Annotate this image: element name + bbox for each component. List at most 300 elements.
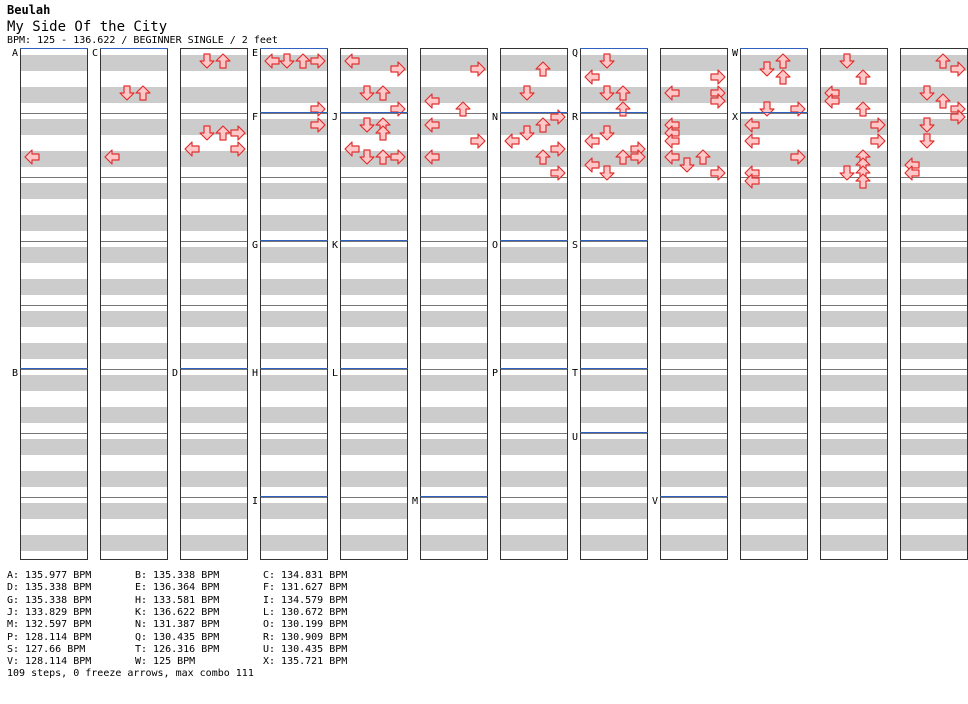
section-line: [580, 368, 648, 369]
section-label: N: [492, 112, 499, 123]
measure-line: [741, 369, 807, 370]
beat-band: [261, 151, 327, 167]
beat-band: [901, 311, 967, 327]
step-arrow-icon: [615, 101, 631, 117]
step-arrow-icon: [584, 133, 600, 149]
beat-band: [21, 535, 87, 551]
step-arrow-icon: [839, 165, 855, 181]
beat-band: [501, 535, 567, 551]
beat-band: [501, 215, 567, 231]
section-line: [20, 48, 88, 49]
bpm-entry: N: 131.387 BPM: [135, 619, 220, 631]
bpm-entry: V: 128.114 BPM: [7, 656, 92, 668]
beat-band: [741, 343, 807, 359]
section-label: G: [252, 240, 259, 251]
beat-band: [181, 247, 247, 263]
beat-band: [341, 183, 407, 199]
bpm-entry: Q: 130.435 BPM: [135, 631, 220, 643]
step-arrow-icon: [344, 53, 360, 69]
step-arrow-icon: [375, 85, 391, 101]
step-arrow-icon: [535, 117, 551, 133]
beat-band: [821, 215, 887, 231]
measure-line: [821, 497, 887, 498]
step-arrow-icon: [470, 133, 486, 149]
section-label: F: [252, 112, 259, 123]
measure-line: [101, 113, 167, 114]
beat-band: [261, 439, 327, 455]
step-arrow-icon: [519, 85, 535, 101]
step-arrow-icon: [550, 141, 566, 157]
chart-column: [20, 48, 88, 560]
step-arrow-icon: [950, 61, 966, 77]
section-label: P: [492, 368, 499, 379]
beat-band: [821, 343, 887, 359]
section-label: B: [12, 368, 19, 379]
step-arrow-icon: [710, 93, 726, 109]
section-label: W: [732, 48, 739, 59]
measure-line: [421, 497, 487, 498]
step-arrow-icon: [824, 93, 840, 109]
beat-band: [661, 471, 727, 487]
song-title: My Side Of the City: [7, 19, 168, 35]
bpm-difficulty-line: BPM: 125 - 136.622 / BEGINNER SINGLE / 2 feet: [7, 35, 278, 46]
beat-band: [501, 375, 567, 391]
step-arrow-icon: [264, 53, 280, 69]
measure-line: [181, 433, 247, 434]
step-arrow-icon: [904, 165, 920, 181]
beat-band: [181, 87, 247, 103]
step-arrow-icon: [535, 61, 551, 77]
step-arrow-icon: [839, 53, 855, 69]
step-arrow-icon: [424, 93, 440, 109]
beat-band: [661, 503, 727, 519]
beat-band: [581, 279, 647, 295]
step-arrow-icon: [584, 157, 600, 173]
step-arrow-icon: [599, 53, 615, 69]
beat-band: [741, 311, 807, 327]
beat-band: [181, 343, 247, 359]
section-label: R: [572, 112, 579, 123]
beat-band: [421, 279, 487, 295]
measure-line: [181, 497, 247, 498]
bpm-entry: E: 136.364 BPM: [135, 582, 220, 594]
step-arrow-icon: [295, 53, 311, 69]
beat-band: [501, 343, 567, 359]
measure-line: [821, 369, 887, 370]
beat-band: [821, 183, 887, 199]
step-arrow-icon: [744, 117, 760, 133]
beat-band: [181, 407, 247, 423]
beat-band: [901, 375, 967, 391]
beat-band: [661, 343, 727, 359]
chart-column: [820, 48, 888, 560]
beat-band: [661, 311, 727, 327]
measure-line: [101, 369, 167, 370]
beat-band: [821, 535, 887, 551]
beat-band: [21, 439, 87, 455]
step-arrow-icon: [744, 173, 760, 189]
measure-line: [901, 497, 967, 498]
step-arrow-icon: [599, 125, 615, 141]
section-line: [500, 112, 568, 113]
bpm-entry: D: 135.338 BPM: [7, 582, 92, 594]
beat-band: [101, 503, 167, 519]
step-arrow-icon: [184, 141, 200, 157]
step-arrow-icon: [199, 53, 215, 69]
beat-band: [501, 279, 567, 295]
chart-column: [500, 48, 568, 560]
section-line: [260, 496, 328, 497]
beat-band: [341, 471, 407, 487]
step-arrow-icon: [584, 69, 600, 85]
step-arrow-icon: [310, 101, 326, 117]
measure-line: [741, 497, 807, 498]
step-arrow-icon: [679, 157, 695, 173]
step-arrow-icon: [359, 117, 375, 133]
measure-line: [901, 433, 967, 434]
step-arrow-icon: [310, 117, 326, 133]
section-label: A: [12, 48, 19, 59]
step-arrow-icon: [664, 85, 680, 101]
measure-line: [21, 113, 87, 114]
beat-band: [581, 343, 647, 359]
beat-band: [901, 279, 967, 295]
beat-band: [661, 215, 727, 231]
measure-line: [261, 433, 327, 434]
beat-band: [101, 535, 167, 551]
beat-band: [341, 343, 407, 359]
chart-column: [900, 48, 968, 560]
bpm-entry: G: 135.338 BPM: [7, 594, 92, 606]
measure-line: [101, 305, 167, 306]
beat-band: [181, 535, 247, 551]
chart-column: [660, 48, 728, 560]
measure-line: [341, 369, 407, 370]
step-arrow-icon: [215, 125, 231, 141]
beat-band: [341, 311, 407, 327]
beat-band: [421, 535, 487, 551]
bpm-entry: S: 127.66 BPM: [7, 643, 86, 655]
beat-band: [101, 279, 167, 295]
section-label: V: [652, 496, 659, 507]
section-line: [660, 496, 728, 497]
bpm-entry: P: 128.114 BPM: [7, 631, 92, 643]
beat-band: [101, 119, 167, 135]
measure-line: [261, 305, 327, 306]
beat-band: [21, 503, 87, 519]
step-arrow-icon: [775, 53, 791, 69]
measure-line: [821, 433, 887, 434]
beat-band: [581, 375, 647, 391]
bpm-entry: A: 135.977 BPM: [7, 570, 92, 581]
beat-band: [581, 503, 647, 519]
beat-band: [261, 247, 327, 263]
step-arrow-icon: [230, 125, 246, 141]
measure-line: [341, 177, 407, 178]
measure-line: [501, 305, 567, 306]
beat-band: [741, 535, 807, 551]
step-arrow-icon: [599, 85, 615, 101]
beat-band: [21, 183, 87, 199]
section-line: [420, 496, 488, 497]
beat-band: [341, 215, 407, 231]
beat-band: [501, 471, 567, 487]
chart-column: [340, 48, 408, 560]
step-arrow-icon: [855, 173, 871, 189]
beat-band: [101, 471, 167, 487]
beat-band: [741, 471, 807, 487]
measure-line: [501, 369, 567, 370]
measure-line: [261, 241, 327, 242]
step-arrow-icon: [359, 85, 375, 101]
chart-summary: 109 steps, 0 freeze arrows, max combo 111: [7, 668, 254, 679]
beat-band: [21, 279, 87, 295]
beat-band: [181, 311, 247, 327]
measure-line: [21, 305, 87, 306]
beat-band: [21, 247, 87, 263]
beat-band: [501, 247, 567, 263]
step-arrow-icon: [215, 53, 231, 69]
bpm-entry: H: 133.581 BPM: [135, 594, 220, 606]
beat-band: [501, 503, 567, 519]
measure-line: [741, 241, 807, 242]
section-line: [340, 368, 408, 369]
bpm-entry: C: 134.831 BPM: [263, 570, 348, 581]
step-arrow-icon: [870, 133, 886, 149]
beat-band: [501, 55, 567, 71]
step-arrow-icon: [919, 117, 935, 133]
step-arrow-icon: [919, 133, 935, 149]
beat-band: [901, 535, 967, 551]
step-arrow-icon: [390, 61, 406, 77]
step-arrow-icon: [790, 149, 806, 165]
measure-line: [661, 113, 727, 114]
measure-line: [101, 433, 167, 434]
beat-band: [261, 375, 327, 391]
measure-line: [661, 369, 727, 370]
measure-line: [501, 241, 567, 242]
beat-band: [261, 343, 327, 359]
step-arrow-icon: [279, 53, 295, 69]
section-label: H: [252, 368, 259, 379]
section-line: [340, 112, 408, 113]
measure-line: [341, 305, 407, 306]
step-arrow-icon: [695, 149, 711, 165]
step-arrow-icon: [710, 165, 726, 181]
section-line: [180, 368, 248, 369]
beat-band: [341, 535, 407, 551]
step-arrow-icon: [199, 125, 215, 141]
step-arrow-icon: [230, 141, 246, 157]
measure-line: [581, 113, 647, 114]
step-arrow-icon: [119, 85, 135, 101]
step-arrow-icon: [919, 85, 935, 101]
step-arrow-icon: [759, 61, 775, 77]
beat-band: [661, 535, 727, 551]
section-label: T: [572, 368, 579, 379]
step-arrow-icon: [744, 133, 760, 149]
beat-band: [581, 247, 647, 263]
measure-line: [901, 369, 967, 370]
measure-line: [21, 497, 87, 498]
section-label: Q: [572, 48, 579, 59]
beat-band: [21, 55, 87, 71]
measure-line: [101, 177, 167, 178]
beat-band: [341, 247, 407, 263]
beat-band: [901, 183, 967, 199]
beat-band: [501, 183, 567, 199]
beat-band: [181, 503, 247, 519]
beat-band: [581, 439, 647, 455]
beat-band: [581, 311, 647, 327]
beat-band: [741, 215, 807, 231]
beat-band: [181, 471, 247, 487]
section-label: J: [332, 112, 339, 123]
section-label: I: [252, 496, 259, 507]
beat-band: [341, 439, 407, 455]
bpm-entry: W: 125 BPM: [135, 656, 196, 668]
section-label: E: [252, 48, 259, 59]
section-label: X: [732, 112, 739, 123]
section-line: [580, 240, 648, 241]
measure-line: [581, 497, 647, 498]
measure-line: [501, 433, 567, 434]
step-arrow-icon: [310, 53, 326, 69]
beat-band: [901, 471, 967, 487]
step-arrow-icon: [630, 149, 646, 165]
section-line: [580, 432, 648, 433]
step-arrow-icon: [359, 149, 375, 165]
section-line: [260, 240, 328, 241]
measure-line: [181, 369, 247, 370]
measure-line: [661, 497, 727, 498]
bpm-entry: K: 136.622 BPM: [135, 606, 220, 618]
beat-band: [501, 439, 567, 455]
bpm-entry: M: 132.597 BPM: [7, 619, 92, 631]
section-line: [580, 48, 648, 49]
beat-band: [21, 407, 87, 423]
step-arrow-icon: [470, 61, 486, 77]
beat-band: [901, 247, 967, 263]
beat-band: [101, 215, 167, 231]
section-label: M: [412, 496, 419, 507]
beat-band: [821, 503, 887, 519]
bpm-entry: O: 130.199 BPM: [263, 619, 348, 631]
beat-band: [261, 471, 327, 487]
measure-line: [661, 305, 727, 306]
measure-line: [181, 113, 247, 114]
beat-band: [181, 375, 247, 391]
measure-line: [901, 305, 967, 306]
measure-line: [341, 241, 407, 242]
beat-band: [21, 343, 87, 359]
section-label: O: [492, 240, 499, 251]
beat-band: [821, 375, 887, 391]
chart-column: [420, 48, 488, 560]
bpm-entry: X: 135.721 BPM: [263, 656, 348, 668]
section-label: K: [332, 240, 339, 251]
step-arrow-icon: [790, 101, 806, 117]
measure-line: [421, 433, 487, 434]
beat-band: [741, 439, 807, 455]
step-arrow-icon: [599, 165, 615, 181]
section-line: [340, 240, 408, 241]
bpm-entry: I: 134.579 BPM: [263, 594, 348, 606]
beat-band: [821, 407, 887, 423]
beat-band: [741, 375, 807, 391]
section-line: [260, 48, 328, 49]
beat-band: [901, 439, 967, 455]
step-arrow-icon: [375, 149, 391, 165]
beat-band: [21, 311, 87, 327]
beat-band: [21, 87, 87, 103]
section-line: [260, 368, 328, 369]
beat-band: [741, 279, 807, 295]
step-arrow-icon: [615, 85, 631, 101]
beat-band: [261, 311, 327, 327]
beat-band: [581, 471, 647, 487]
step-arrow-icon: [104, 149, 120, 165]
measure-line: [821, 305, 887, 306]
section-line: [740, 112, 808, 113]
beat-band: [21, 375, 87, 391]
measure-line: [261, 177, 327, 178]
section-line: [740, 48, 808, 49]
measure-line: [901, 241, 967, 242]
section-label: L: [332, 368, 339, 379]
step-arrow-icon: [664, 133, 680, 149]
measure-line: [181, 177, 247, 178]
beat-band: [661, 247, 727, 263]
measure-line: [661, 433, 727, 434]
step-arrow-icon: [519, 125, 535, 141]
step-arrow-icon: [390, 149, 406, 165]
beat-band: [421, 439, 487, 455]
beat-band: [181, 279, 247, 295]
step-arrow-icon: [935, 93, 951, 109]
beat-band: [661, 439, 727, 455]
beat-band: [581, 215, 647, 231]
measure-line: [181, 305, 247, 306]
step-arrow-icon: [455, 101, 471, 117]
beat-band: [901, 407, 967, 423]
beat-band: [661, 375, 727, 391]
beat-band: [341, 407, 407, 423]
beat-band: [101, 375, 167, 391]
beat-band: [901, 343, 967, 359]
beat-band: [421, 375, 487, 391]
section-line: [500, 368, 568, 369]
beat-band: [821, 311, 887, 327]
section-label: S: [572, 240, 579, 251]
section-line: [500, 240, 568, 241]
measure-line: [21, 177, 87, 178]
step-arrow-icon: [870, 117, 886, 133]
measure-line: [661, 241, 727, 242]
measure-line: [421, 177, 487, 178]
beat-band: [341, 503, 407, 519]
beat-band: [21, 215, 87, 231]
beat-band: [901, 215, 967, 231]
section-line: [260, 112, 328, 113]
measure-line: [741, 433, 807, 434]
measure-line: [421, 241, 487, 242]
beat-band: [421, 343, 487, 359]
measure-line: [421, 305, 487, 306]
beat-band: [581, 407, 647, 423]
step-arrow-icon: [759, 101, 775, 117]
section-line: [580, 112, 648, 113]
